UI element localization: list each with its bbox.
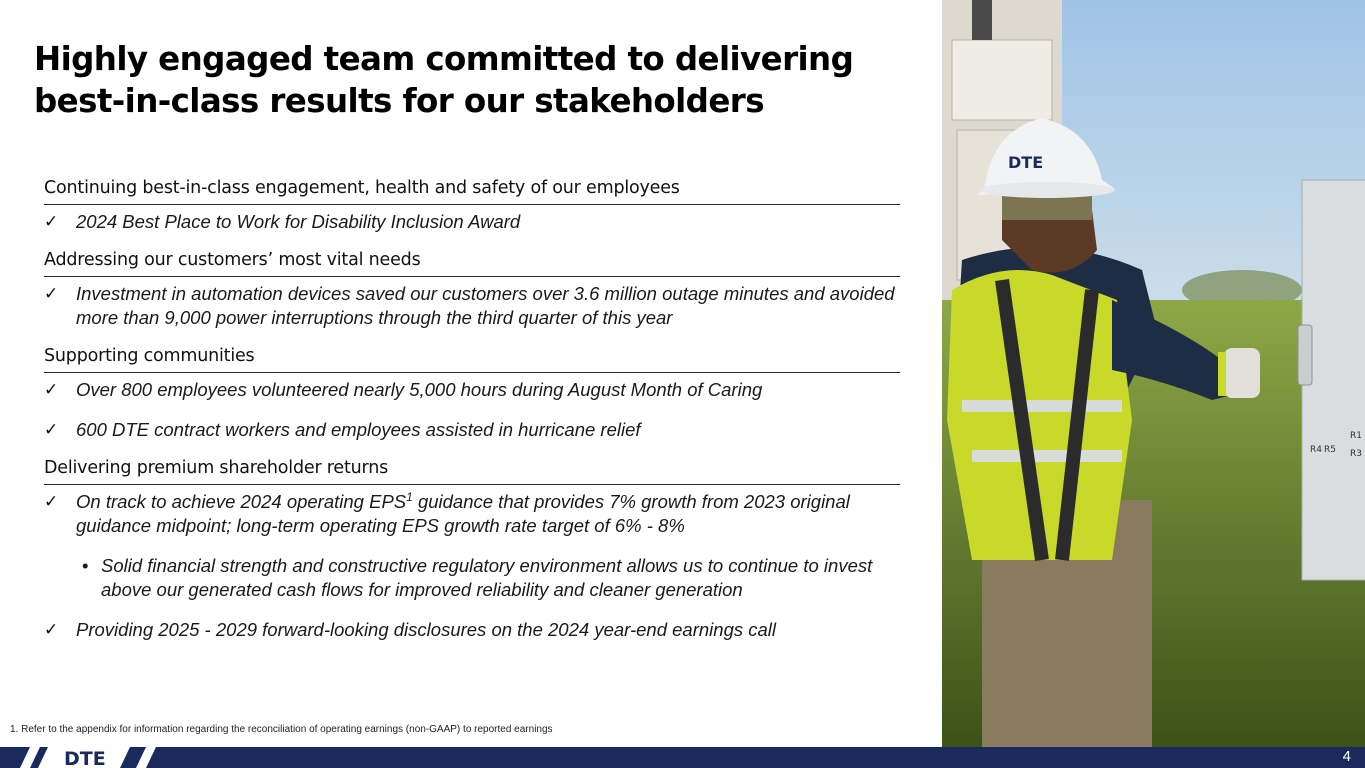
hard-hat-logo: DTE — [1008, 153, 1044, 172]
item-text: Providing 2025 - 2029 forward-looking disclosures on the 2024 year-end earnings call — [76, 619, 777, 640]
section-heading: Delivering premium shareholder returns — [44, 458, 900, 485]
worker-photo — [942, 0, 1365, 747]
footnote-ref: 1 — [406, 489, 413, 504]
sub-list-item — [44, 554, 900, 602]
item-text: 2024 Best Place to Work for Disability Inclusion Award — [76, 211, 521, 232]
item-text-post: guidance that provides 7% growth from 2023 original guidance midpoint; long-term operating EPS growth rate target of 6% - 8% — [76, 491, 850, 536]
content-body — [44, 178, 900, 658]
panel-label: R4 — [1310, 445, 1322, 455]
dte-logo — [0, 747, 160, 768]
list-item — [44, 418, 900, 442]
section-heading: Supporting communities — [44, 346, 900, 373]
checkmark-icon: ✓ — [44, 420, 59, 440]
list-item — [44, 282, 900, 330]
list-item — [44, 490, 900, 538]
section-shareholders — [44, 458, 900, 642]
section-communities — [44, 346, 900, 442]
checkmark-icon: ✓ — [44, 284, 59, 304]
section-heading: Continuing best-in-class engagement, health and safety of our employees — [44, 178, 900, 205]
list-item — [44, 210, 900, 234]
panel-label: R1 — [1350, 431, 1362, 441]
sub-item-text: Solid financial strength and constructive regulatory environment allows us to continue to invest above our generated cash flows for improved reliability and cleaner generation — [101, 555, 873, 600]
footer-logo-text: DTE — [64, 748, 106, 768]
checkmark-icon: ✓ — [44, 620, 59, 640]
footer-bar — [0, 747, 1365, 768]
panel-label: R5 — [1324, 445, 1336, 455]
checkmark-icon: ✓ — [44, 212, 59, 232]
page-title: Highly engaged team committed to delivering best-in-class results for our stakeholders — [34, 40, 854, 120]
page-number: 4 — [1342, 748, 1351, 765]
list-item — [44, 378, 900, 402]
checkmark-icon: ✓ — [44, 492, 59, 512]
item-text: 600 DTE contract workers and employees assisted in hurricane relief — [76, 419, 641, 440]
footnote: 1. Refer to the appendix for information regarding the reconciliation of operating earnings (non-GAAP) to reported earnings — [10, 724, 553, 735]
checkmark-icon: ✓ — [44, 380, 59, 400]
section-customers — [44, 250, 900, 330]
list-item — [44, 618, 900, 642]
section-heading: Addressing our customers’ most vital needs — [44, 250, 900, 277]
item-text: Investment in automation devices saved our customers over 3.6 million outage minutes and avoided more than 9,000 power interruptions through the third quarter of this year — [76, 283, 895, 328]
lineworker-illustration — [942, 0, 1365, 747]
bullet-icon: • — [82, 555, 89, 576]
section-employees — [44, 178, 900, 234]
panel-label: R3 — [1350, 449, 1362, 459]
item-text: Over 800 employees volunteered nearly 5,000 hours during August Month of Caring — [76, 379, 763, 400]
item-text-pre: On track to achieve 2024 operating EPS — [76, 491, 407, 512]
